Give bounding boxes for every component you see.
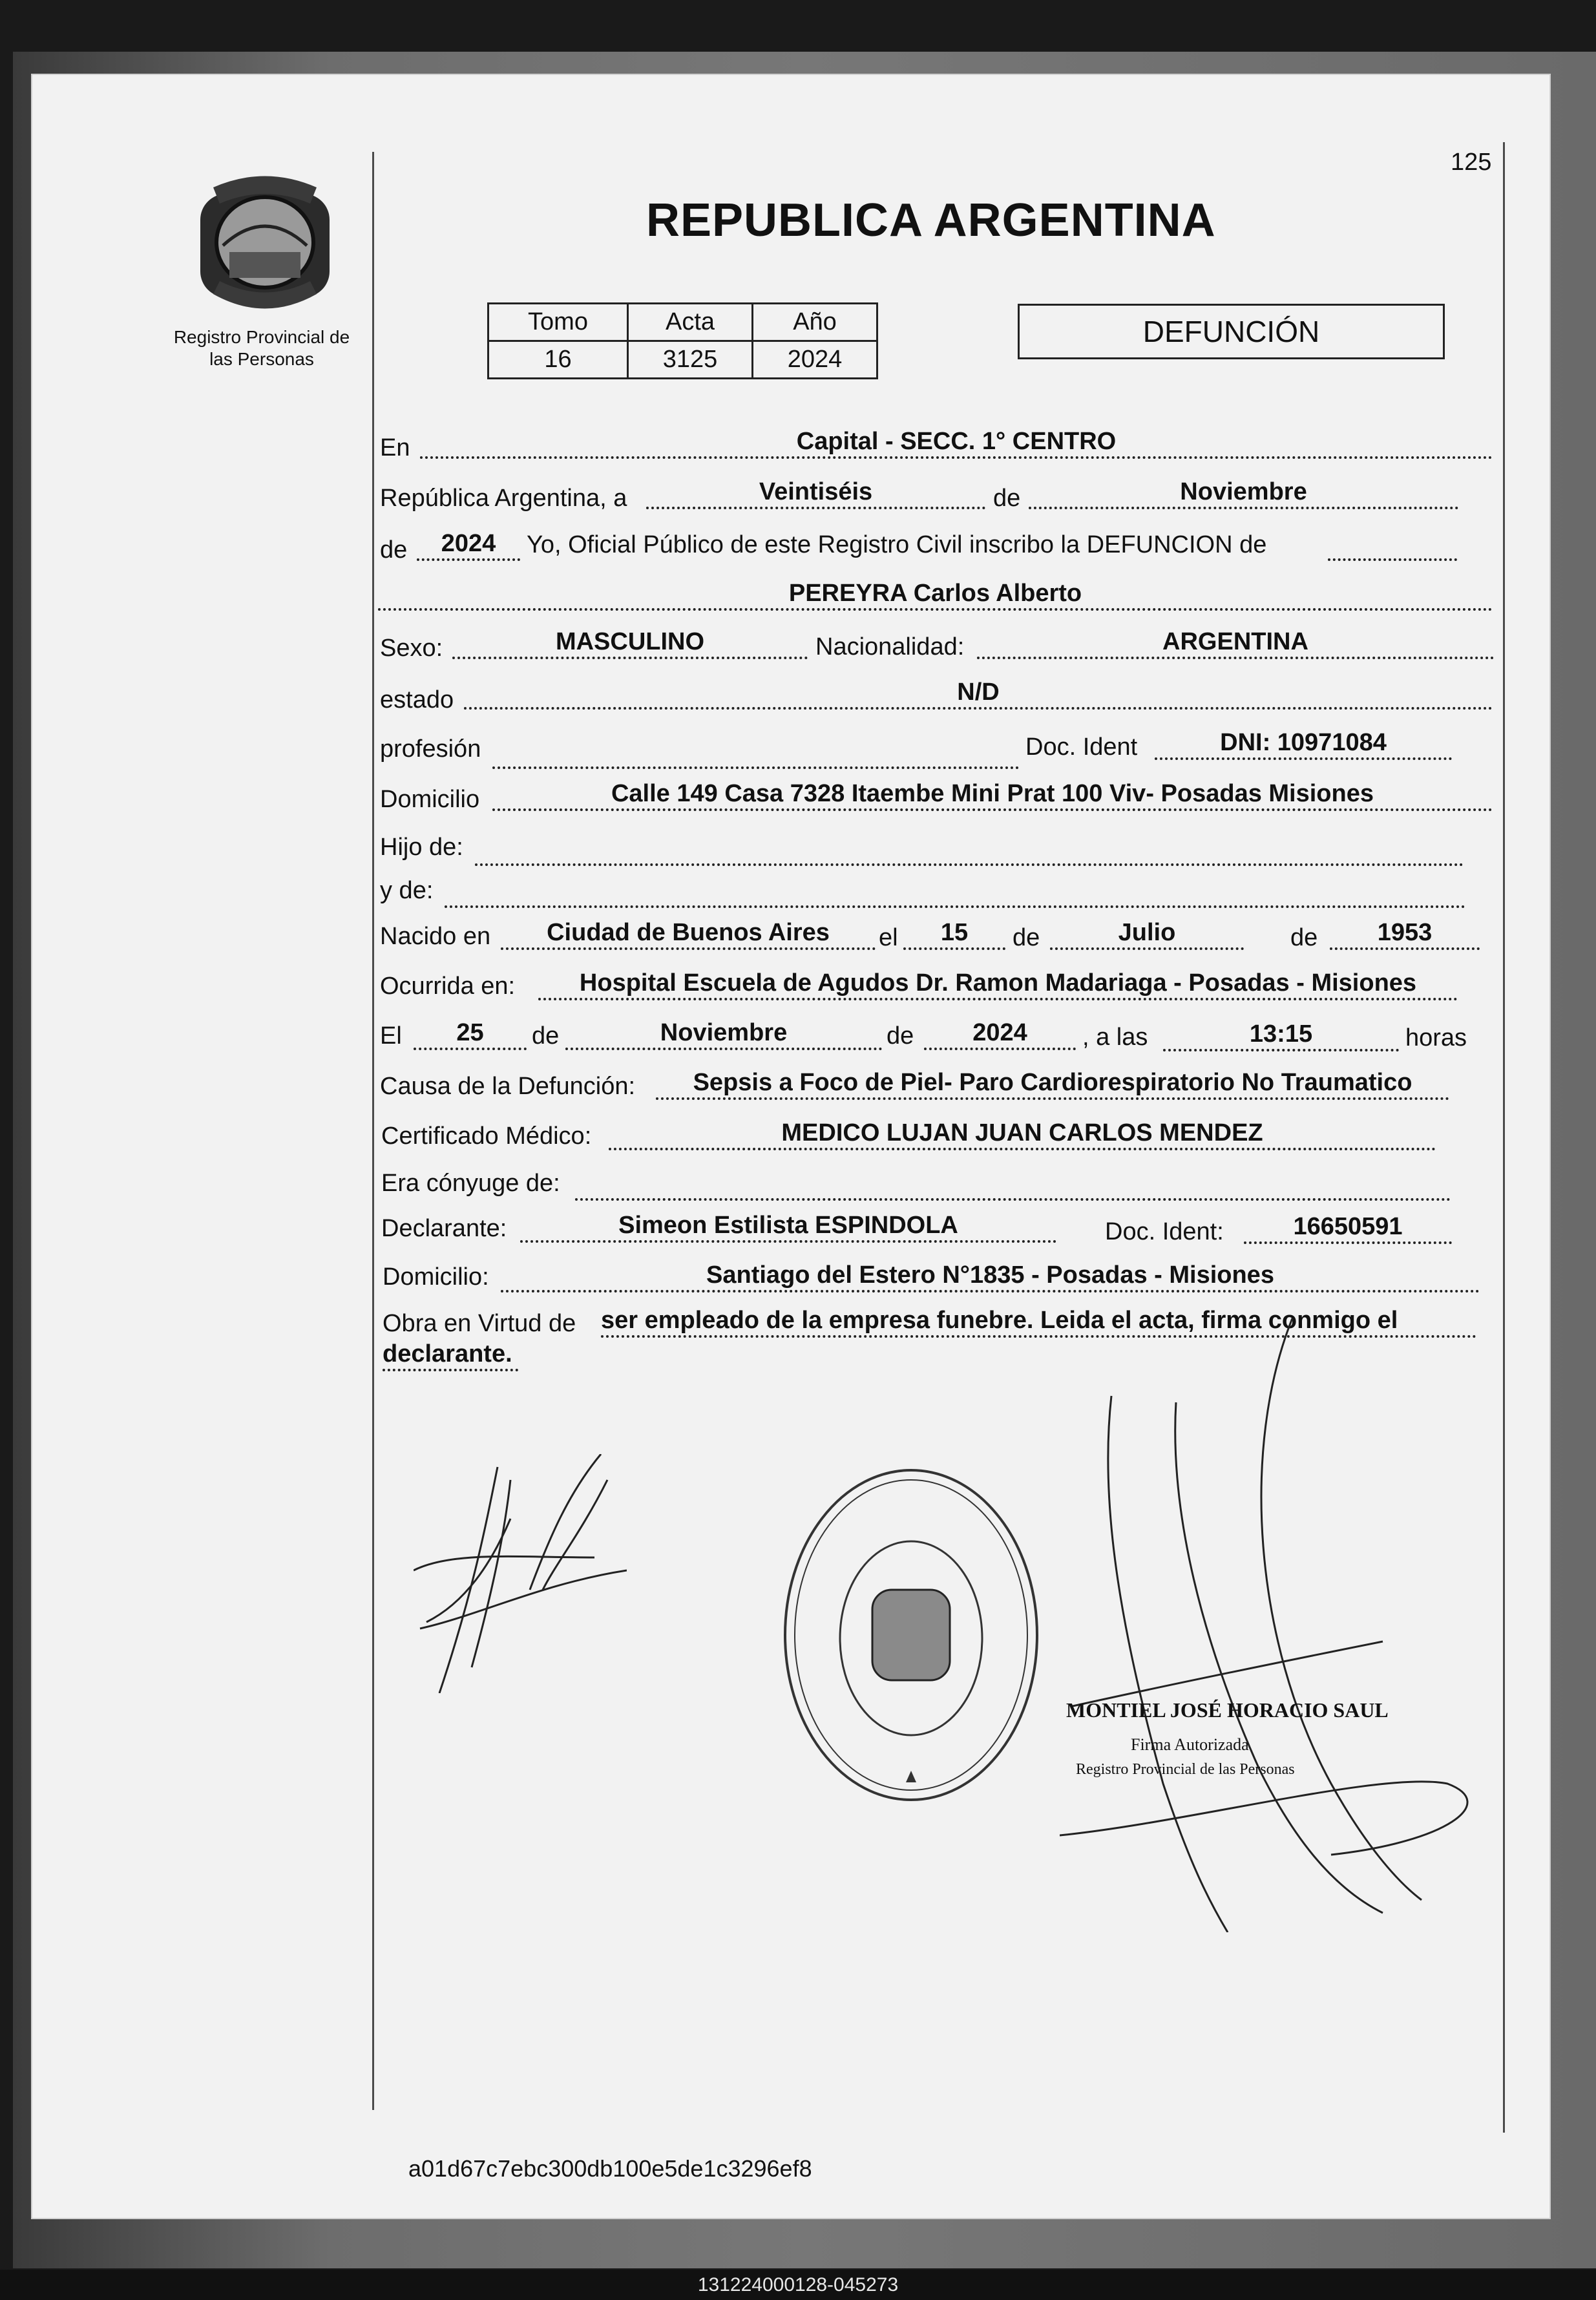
label-de-4: de [1290,924,1318,951]
field-fallecido: PEREYRA Carlos Alberto [378,578,1493,611]
page-number: 125 [1451,149,1492,176]
scan-id: 131224000128-045273 [0,2270,1596,2300]
label-de-5: de [532,1022,560,1050]
label-republica: República Argentina, a [380,485,627,512]
field-obra-2: declarante. [383,1339,518,1371]
field-dia-letras: Veintiséis [646,477,985,509]
registry-stamp-icon [782,1467,1040,1803]
tomo-header: Tomo [488,304,628,341]
field-causa: Sepsis a Foco de Piel- Paro Cardiorespiratorio No Traumatico [656,1068,1449,1100]
field-def-dia: 25 [414,1018,527,1050]
field-def-mes: Noviembre [565,1018,882,1050]
official-office: Registro Provincial de las Personas [1076,1761,1295,1778]
field-estado: N/D [464,677,1493,710]
field-nac-dia: 15 [903,918,1005,950]
official-signature-icon [1060,1318,1486,1932]
field-anio: 2024 [417,529,520,561]
tomo-value: 16 [488,341,628,379]
field-obra-1: ser empleado de la empresa funebre. Leida el acta, firma conmigo el [601,1305,1476,1338]
country-title: REPUBLICA ARGENTINA [646,195,1216,246]
act-type-box: DEFUNCIÓN [1018,304,1445,359]
field-domicilio: Calle 149 Casa 7328 Itaembe Mini Prat 100 Viv- Posadas Misiones [492,779,1493,811]
field-def-hora: 13:15 [1163,1019,1399,1051]
label-yo-oficial: Yo, Oficial Público de este Registro Civil inscribo la DEFUNCION de [527,531,1267,558]
official-role: Firma Autorizada [1131,1735,1249,1754]
label-certificado: Certificado Médico: [381,1123,592,1150]
anio-value: 2024 [753,341,877,379]
label-doc-ident: Doc. Ident [1025,733,1138,761]
label-nacido-en: Nacido en [380,923,491,950]
label-y-de: y de: [380,877,434,904]
field-declarante: Simeon Estilista ESPINDOLA [520,1210,1056,1243]
field-mes: Noviembre [1029,477,1458,509]
document-hash: a01d67c7ebc300db100e5de1c3296ef8 [408,2155,812,2182]
label-domicilio: Domicilio [380,786,480,813]
field-conyuge [575,1168,1451,1201]
anio-header: Año [753,304,877,341]
label-de-2: de [380,536,408,564]
field-certificado: MEDICO LUJAN JUAN CARLOS MENDEZ [609,1118,1436,1150]
book-reference-table [487,302,878,379]
label-el: el [879,924,898,951]
field-declarante-doc: 16650591 [1244,1212,1452,1244]
label-el-cap: El [380,1022,402,1050]
field-declarante-domicilio: Santiago del Estero N°1835 - Posadas - Misiones [501,1260,1480,1292]
label-obra: Obra en Virtud de [383,1310,576,1337]
acta-value: 3125 [628,341,753,379]
label-de-1: de [993,485,1021,512]
label-de-6: de [887,1022,914,1050]
label-hijo-de: Hijo de: [380,834,463,861]
left-margin-rule [372,152,374,2110]
label-estado: estado [380,686,454,713]
label-de-3: de [1013,924,1040,951]
field-nacido-en: Ciudad de Buenos Aires [501,918,876,950]
label-nacionalidad: Nacionalidad: [815,633,965,660]
label-domicilio-2: Domicilio: [383,1263,489,1291]
field-nac-anio: 1953 [1330,918,1480,950]
field-profesion [492,737,1019,769]
field-def-anio: 2024 [924,1018,1076,1050]
right-margin-rule [1503,142,1505,2133]
label-conyuge: Era cónyuge de: [381,1170,560,1197]
field-sexo: MASCULINO [452,627,808,659]
field-lugar: Capital - SECC. 1° CENTRO [420,427,1493,459]
registry-name: Registro Provincial de las Personas [173,327,350,369]
label-profesion: profesión [380,735,481,763]
label-doc-ident-2: Doc. Ident: [1105,1218,1224,1245]
declarant-signature-icon [414,1454,627,1693]
label-horas: horas [1405,1024,1467,1051]
field-nac-mes: Julio [1050,918,1244,950]
official-name: MONTIEL JOSÉ HORACIO SAUL [1066,1698,1389,1722]
acta-header: Acta [628,304,753,341]
label-en: En [380,434,410,461]
field-documento: DNI: 10971084 [1155,728,1452,760]
field-nacionalidad: ARGENTINA [977,627,1494,659]
field-hijo-de [475,834,1464,866]
misiones-seal-icon [194,168,336,317]
label-causa: Causa de la Defunción: [380,1073,636,1100]
label-sexo: Sexo: [380,635,443,662]
field-continuation [1328,529,1457,561]
field-ocurrida-en: Hospital Escuela de Agudos Dr. Ramon Madariaga - Posadas - Misiones [538,968,1458,1000]
label-ocurrida-en: Ocurrida en: [380,973,516,1000]
label-declarante: Declarante: [381,1215,507,1242]
label-a-las: , a las [1082,1024,1148,1051]
field-y-de [445,876,1465,908]
